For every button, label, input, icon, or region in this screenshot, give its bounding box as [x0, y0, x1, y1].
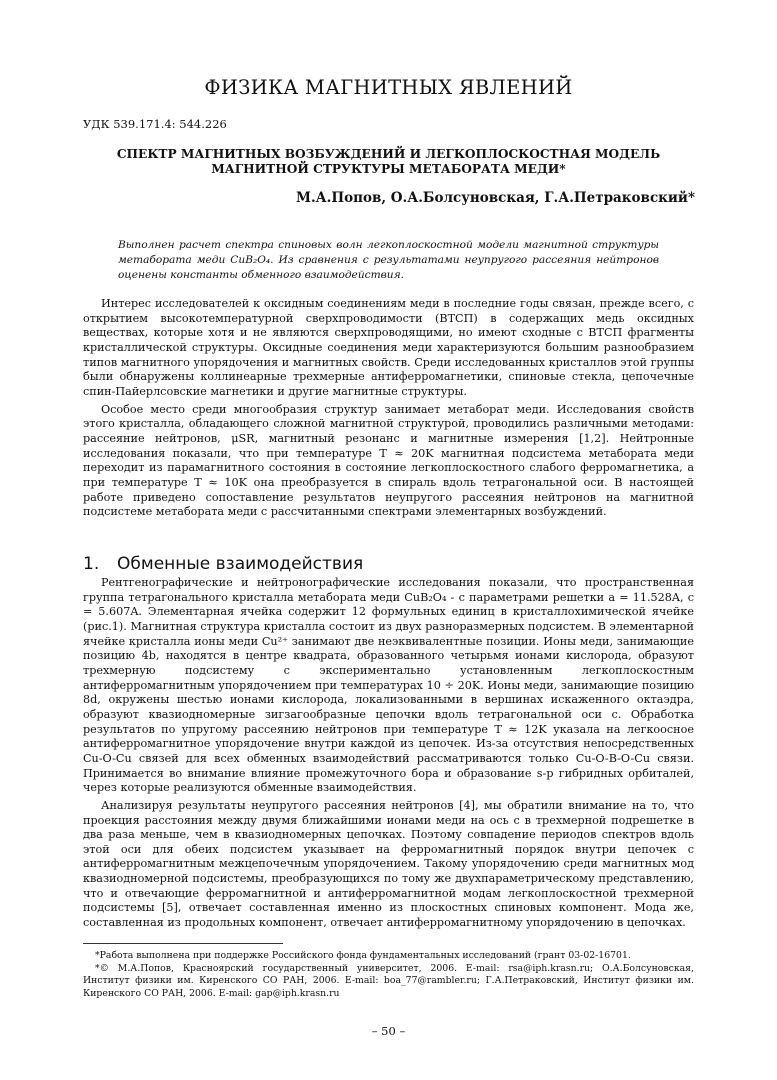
introduction: [83, 297, 694, 520]
udk-code: УДК 539.171.4: 544.226: [83, 117, 227, 131]
intro-paragraph: Интерес исследователей к оксидным соединениям меди в последние годы связан, прежде всего, с открытием высокотемпературной сверхпроводимости (ВТСП) в содержащих медь оксидных веществах, которые хотя и не являются сверхпроводящими, но имеют сходные с ВТСП фрагменты кристаллической структуры. Оксидные соединения меди характеризуются большим разнообразием типов магнитного упорядочения и магнитных свойств. Среди исследованных кристаллов этой группы были обнаружены коллинеарные трехмерные антиферромагнетики, спиновые стекла, цепочечные спин-Пайерлсовские магнетики и другие магнитные структуры.: [83, 297, 694, 398]
footnote-funding: *Работа выполнена при поддержке Российского фонда фундаментальных исследований (грант 03-02-16701.: [95, 950, 631, 961]
footnote-copyright: *© М.А.Попов, Красноярский государственный университет, 2006. E-mail: rsa@iph.krasn.ru; О.А.Болсуновская, Институт физики им. Киренского СО РАН, 2006. E-mail: boa_77@rambler.ru; Г.А.Петраковский, Институт физики им. Киренского СО РАН, 2006. E-mail: gap@iph.krasn.ru: [83, 962, 694, 999]
article-title: СПЕКТР МАГНИТНЫХ ВОЗБУЖДЕНИЙ И ЛЕГКОПЛОСКОСТНАЯ МОДЕЛЬ МАГНИТНОЙ СТРУКТУРЫ МЕТАБОРАТА МЕДИ*: [116, 147, 661, 176]
footnotes: [83, 950, 694, 1000]
section-title: Обменные взаимодействия: [117, 554, 364, 574]
section-heading: [83, 554, 363, 574]
section-paragraph: Анализируя результаты неупругого рассеяния нейтронов [4], мы обратили внимание на то, что проекция расстояния между двумя ближайшими ионами меди на ось c в трехмерной подрешетке в два раза меньше, чем в квазиодномерных цепочках. Поэтому совпадение периодов спектров вдоль этой оси для обеих подсистем указывает на ферромагнитный порядок внутри цепочек с антиферромагнитным межцепочечным упорядочением. Такому упорядочению среди магнитных мод квазиодномерной подсистемы, преобразующихся по тому же двухпараметрическому представлению, что и отвечающие ферромагнитной и антиферромагнитной модам легкоплоскостной трехмерной подсистемы [5], отвечает составленная именно из плоскостных спиновых компонент. Мода же, составленная из продольных компонент, отвечает антиферромагнитному упорядочению в цепочках.: [83, 798, 694, 930]
section-number: 1.: [83, 554, 100, 574]
section-body: [83, 576, 694, 931]
abstract: Выполнен расчет спектра спиновых волн легкоплоскостной модели магнитной структуры метабората меди CuB₂O₄. Из сравнения с результатами неупругого рассеяния нейтронов оценены константы обменного взаимодействия.: [118, 239, 659, 281]
section-paragraph: Рентгенографические и нейтронографические исследования показали, что пространственная группа тетрагонального кристалла метабората меди CuB₂O₄ - с параметрами решетки a = 11.528A, c = 5.607A. Элементарная ячейка содержит 12 формульных единиц в кристаллохимической ячейке (рис.1). Магнитная структура кристалла состоит из двух разноразмерных подсистем. В элементарной ячейке кристалла ионы меди Cu²⁺ занимают две неэквивалентные позиции. Ионы меди, занимающие позицию 4b, находятся в центре квадрата, образованного четырьмя ионами кислорода, образуют трехмерную подсистему с экспериментально установленным легкоплоскостным антиферромагнитным упорядочением при температурах 10 ÷ 20K. Ионы меди, занимающие позицию 8d, окружены шестью ионами кислорода, локализованными в вершинах искаженного октаэдра, образуют квазиодномерные зигзагообразные цепочки вдоль тетрагональной оси c. Обработка результатов по упругому рассеянию нейтронов при температуре T ≈ 12K указала на легкоосное антиферромагнитное упорядочение внутри каждой из цепочек. Из-за отсутствия непосредственных Cu-O-Cu связей для всех обменных взаимодействий рассматриваются только Cu-O-B-O-Cu связи. Принимается во внимание влияние промежуточного бора и образование s-p гибридных орбиталей, через которые реализуются обменные взаимодействия.: [83, 576, 694, 795]
author-list: М.А.Попов, О.А.Болсуновская, Г.А.Петраковский*: [296, 190, 695, 206]
journal-section-title: ФИЗИКА МАГНИТНЫХ ЯВЛЕНИЙ: [204, 76, 573, 99]
intro-paragraph: Особое место среди многообразия структур занимает метаборат меди. Исследования свойств этого кристалла, обладающего сложной магнитной структурой, проводились различными методами: рассеяние нейтронов, μSR, магнитный резонанс и магнитные измерения [1,2]. Нейтронные исследования показали, что при температуре T ≈ 20K магнитная подсистема метабората меди переходит из парамагнитного состояния в состояние легкоплоскостного слабого ферромагнетика, а при температуре T ≈ 10K она преобразуется в спираль вдоль тетрагональной оси. В настоящей работе приведено сопоставление результатов неупругого рассеяния нейтронов на магнитной подсистеме метабората меди с рассчитанными спектрами элементарных возбуждений.: [83, 402, 694, 519]
footnote-divider: [83, 943, 283, 944]
page-number: – 50 –: [371, 1024, 406, 1038]
